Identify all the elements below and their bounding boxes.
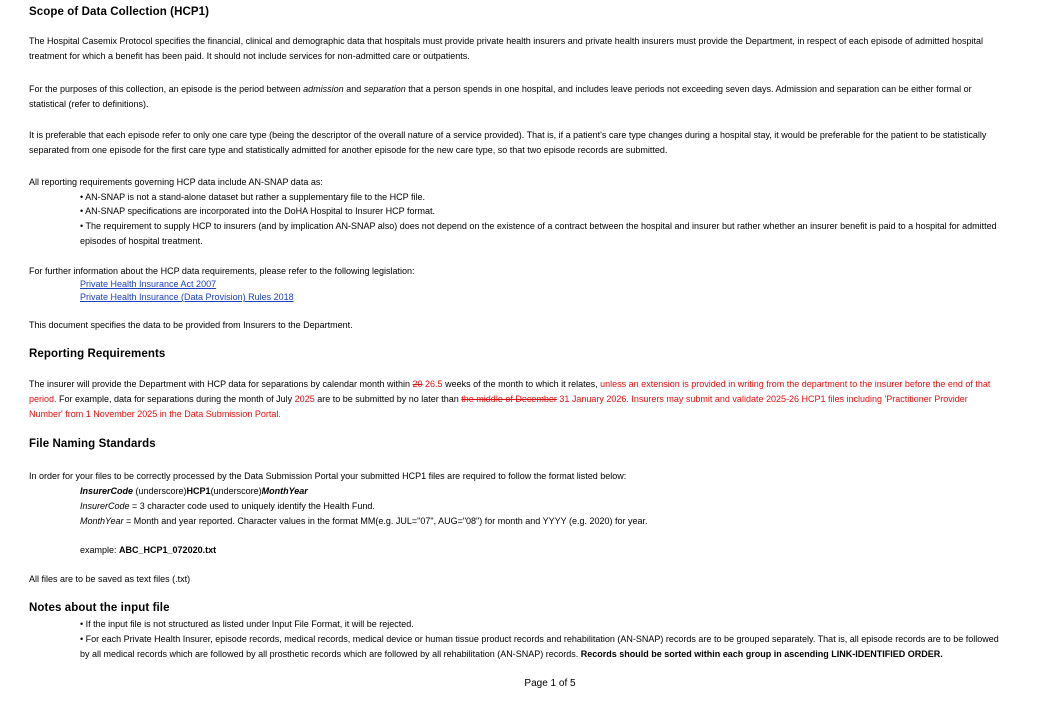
- reporting-paragraph: [29, 377, 999, 422]
- text-run: and: [343, 84, 364, 94]
- scope-paragraph-6: This document specifies the data to be provided from Insurers to the Department.: [29, 320, 353, 330]
- page-number: Page 1 of 5: [524, 678, 576, 689]
- notes-item-1: • If the input file is not structured as listed under Input File Format, it will be rejected.: [80, 619, 414, 629]
- format-part: (underscore): [133, 486, 187, 496]
- naming-def-month: [80, 514, 1000, 529]
- naming-heading: File Naming Standards: [29, 438, 156, 450]
- definition-text: = 3 character code used to uniquely identify the Health Fund.: [129, 501, 375, 511]
- notes-item-2: [80, 632, 1000, 662]
- format-part: MonthYear: [261, 486, 308, 496]
- text-run: The insurer will provide the Department with HCP data for separations by calendar month within: [29, 379, 413, 389]
- bullet-item-2: • AN-SNAP specifications are incorporated into the DoHA Hospital to Insurer HCP format.: [80, 206, 435, 216]
- scope-paragraph-4: All reporting requirements governing HCP data include AN-SNAP data as:: [29, 177, 323, 187]
- naming-def-insurer: [80, 499, 1000, 514]
- link-text[interactable]: Private Health Insurance Act 2007: [80, 279, 217, 289]
- text-run: are to be submitted by no later than: [314, 394, 462, 404]
- text-run: For the purposes of this collection, an episode is the period between: [29, 84, 304, 94]
- text-run: For example, data for separations during the month of July: [56, 394, 295, 404]
- example-label: example:: [80, 545, 120, 555]
- text-run: weeks of the month to which it relates,: [442, 379, 601, 389]
- link-text[interactable]: Private Health Insurance (Data Provision) Rules 2018: [80, 292, 294, 302]
- revised-text: 26.5: [422, 379, 443, 389]
- scope-paragraph-1: The Hospital Casemix Protocol specifies the financial, clinical and demographic data that hospitals must provide private health insurers and private health insurers must provide the Department, in respect of each episode of admitted hospital treatment for which a benefit has been paid. It should not include services for non-admitted care or outpatients.: [29, 36, 984, 61]
- struck-text: 20: [412, 379, 423, 389]
- scope-heading: Scope of Data Collection (HCP1): [29, 6, 210, 18]
- bullet-item-1: • AN-SNAP is not a stand-alone dataset but rather a supplementary file to the HCP file.: [80, 192, 426, 202]
- bullet-item-3: • The requirement to supply HCP to insurers (and by implication AN-SNAP also) does not depend on the existence of a contract between the hospital and insurer but rather whether an insurer benefit is paid to a hospital for admitted episodes of hospital treatment.: [80, 221, 997, 246]
- term-admission: admission: [303, 84, 344, 94]
- naming-format: [80, 484, 1000, 499]
- reporting-heading: Reporting Requirements: [29, 348, 166, 360]
- format-part: (underscore): [210, 486, 262, 496]
- revised-text: unless an extension is provided in writing from the department to the insurer before the end of that period.: [29, 379, 991, 404]
- naming-saved-note: All files are to be saved as text files (.txt): [29, 574, 191, 584]
- definition-term: MonthYear: [80, 516, 124, 526]
- legislation-intro: For further information about the HCP data requirements, please refer to the following legislation:: [29, 266, 415, 276]
- example-value: ABC_HCP1_072020.txt: [119, 545, 217, 555]
- naming-example: [80, 543, 1000, 558]
- definition-text: = Month and year reported. Character values in the format MM(e.g. JUL="07", AUG="08") for month and YYYY (e.g. 2020) for year.: [123, 516, 648, 526]
- struck-text: the middle of December: [461, 394, 557, 404]
- text-run: that a person spends in one hospital, and includes leave periods not exceeding seven days. Admission and separation can be either formal or statistical (refer to definitions).: [29, 84, 972, 109]
- scope-paragraph-2: [29, 82, 999, 112]
- bold-run: Records should be sorted within each group in ascending LINK-IDENTIFIED ORDER.: [580, 649, 943, 659]
- revised-text: 31 January 2026. Insurers may submit and validate 2025-26 HCP1 files including 'Practitioner Provider Number' from 1 November 2025 in the Data Submission Portal.: [29, 394, 968, 419]
- notes-heading: Notes about the input file: [29, 602, 170, 614]
- revised-text: 2025: [294, 394, 315, 404]
- text-run: • For each Private Health Insurer, episode records, medical records, medical device or human tissue product records and rehabilitation (AN-SNAP) records are to be grouped separately. That is, all episode records are to be followed by all medical records which are followed by all prosthetic records which are followed by all rehabilitation (AN-SNAP) records.: [80, 634, 999, 659]
- format-part: InsurerCode: [80, 486, 134, 496]
- scope-paragraph-3: It is preferable that each episode refer to only one care type (being the descriptor of the overall nature of a service provided). That is, if a patient's care type changes during a hospital stay, it would be preferable for the patient to be statistically separated from one episode for the first care type and statistically admitted for another episode for the new care type, so that two episode records are submitted.: [29, 130, 987, 155]
- term-separation: separation: [363, 84, 406, 94]
- legislation-link-2[interactable]: [80, 290, 1000, 305]
- definition-term: InsurerCode: [80, 501, 130, 511]
- format-part: HCP1: [186, 486, 211, 496]
- naming-intro: In order for your files to be correctly processed by the Data Submission Portal your submitted HCP1 files are required to follow the format listed below:: [29, 471, 627, 481]
